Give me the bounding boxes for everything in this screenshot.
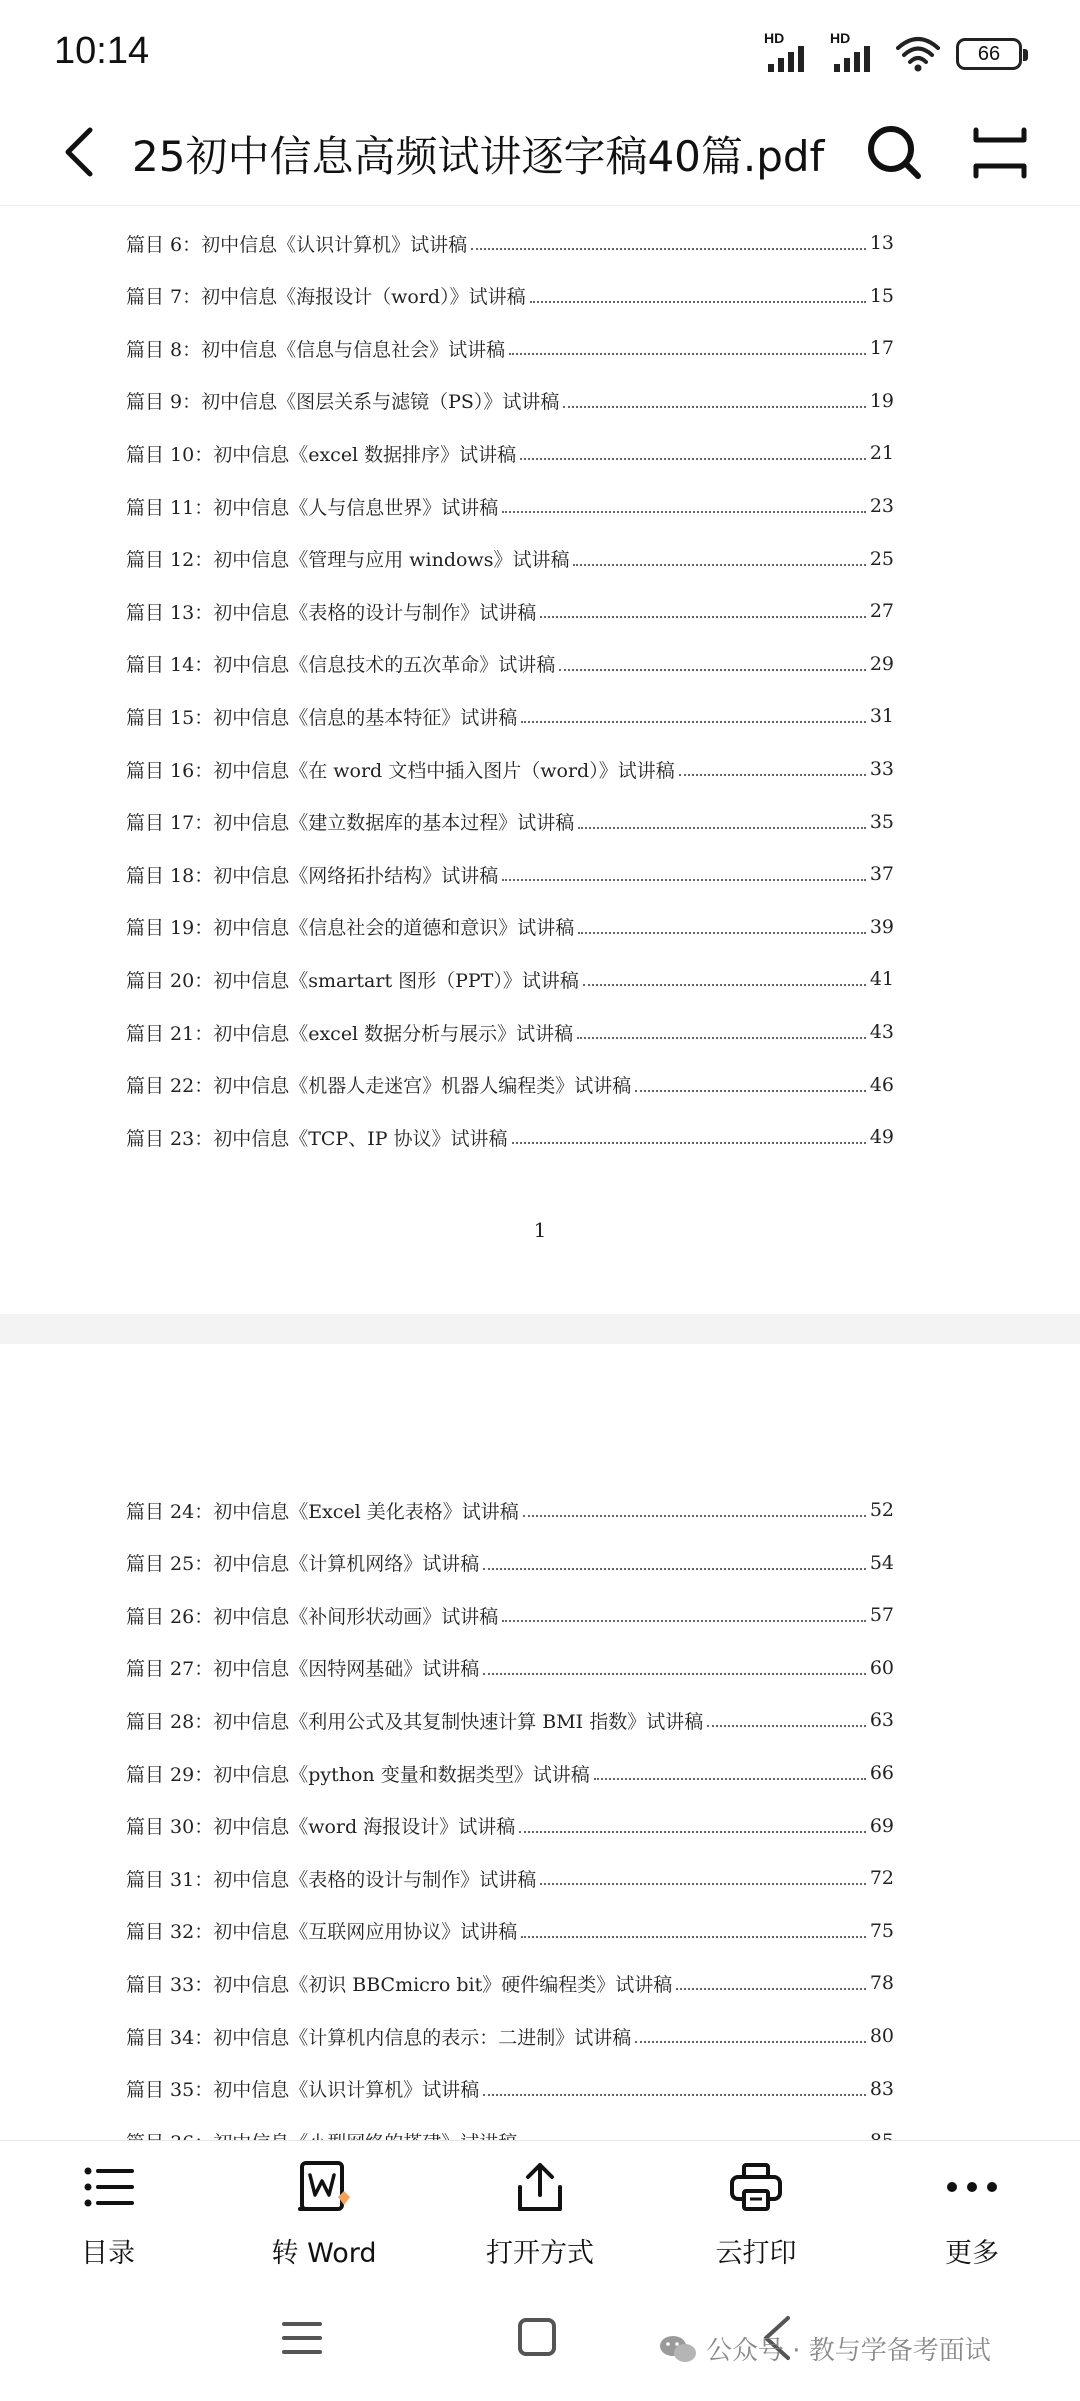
toc-leader-dots <box>519 1831 866 1833</box>
search-icon <box>862 120 926 184</box>
toc-entry-title: 篇目 13：初中信息《表格的设计与制作》试讲稿 <box>126 601 537 624</box>
toc-leader-dots <box>577 1037 866 1039</box>
toc-entry-page: 15 <box>869 284 894 307</box>
toc-leader-dots <box>679 774 866 776</box>
toc-entry-page: 54 <box>869 1551 894 1574</box>
toc-entry[interactable] <box>126 1598 894 1632</box>
toc-leader-dots <box>563 406 865 408</box>
toc-entry-title: 篇目 8：初中信息《信息与信息社会》试讲稿 <box>126 338 506 361</box>
toc-entry-page: 80 <box>869 2025 894 2047</box>
toc-entry-title: 篇目 22：初中信息《机器人走迷宫》机器人编程类》试讲稿 <box>126 1075 632 1098</box>
toc-entry[interactable] <box>126 331 894 365</box>
cellular-signal-icon <box>764 30 814 74</box>
reading-mode-icon <box>968 122 1032 184</box>
toc-entry-title: 篇目 20：初中信息《smartart 图形（PPT）》试讲稿 <box>126 969 579 992</box>
toc-entry-title: 篇目 26：初中信息《补间形状动画》试讲稿 <box>126 1605 499 1628</box>
toc-entry-title: 篇目 30：初中信息《word 海报设计》试讲稿 <box>126 1816 516 1839</box>
toc-entry-title: 篇目 17：初中信息《建立数据库的基本过程》试讲稿 <box>126 812 575 835</box>
toc-leader-dots <box>583 984 866 986</box>
convert-word-label: 转 Word <box>271 2238 377 2269</box>
printer-icon <box>728 2159 784 2215</box>
share-icon <box>512 2159 568 2215</box>
title-bar <box>0 100 1080 206</box>
watermark-text: 公众号 · 教与学备考面试 <box>706 2336 991 2366</box>
toc-entry-title: 篇目 31：初中信息《表格的设计与制作》试讲稿 <box>126 1868 537 1891</box>
home-square-icon <box>508 2310 568 2366</box>
toc-entry-title: 篇目 27：初中信息《因特网基础》试讲稿 <box>126 1658 480 1681</box>
toc-leader-dots <box>521 721 866 723</box>
toc-entry-title: 篇目 14：初中信息《信息技术的五次革命》试讲稿 <box>126 654 556 677</box>
toc-leader-dots <box>635 2041 866 2043</box>
toc-entry-page: 29 <box>869 652 894 675</box>
toc-entry-page: 75 <box>869 1919 894 1942</box>
toc-entry[interactable] <box>126 857 894 891</box>
toc-entry[interactable] <box>126 1015 894 1049</box>
toc-leader-dots <box>502 879 866 881</box>
toc-entry[interactable] <box>126 2072 894 2106</box>
toc-leader-dots <box>559 669 866 671</box>
toc-entry[interactable] <box>126 699 894 733</box>
toc-leader-dots <box>502 511 866 513</box>
toc-entry-title: 篇目 10：初中信息《excel 数据排序》试讲稿 <box>126 443 517 466</box>
toc-entry[interactable] <box>126 1546 894 1580</box>
toc-entry-title: 篇目 7：初中信息《海报设计（word）》试讲稿 <box>126 286 526 309</box>
toc-entry-page: 83 <box>869 2077 894 2100</box>
cloud-print-label: 云打印 <box>715 2238 797 2269</box>
toc-entry-page: 52 <box>869 1499 894 1521</box>
toc-leader-dots <box>520 458 866 460</box>
toc-entry-page: 33 <box>869 758 894 780</box>
back-arrow-icon <box>52 120 112 184</box>
status-icons <box>764 32 1022 76</box>
toc-entry[interactable] <box>126 1914 894 1948</box>
toc-entry[interactable] <box>126 1861 894 1895</box>
more-icon <box>944 2159 1000 2215</box>
toc-leader-dots <box>523 1515 866 1517</box>
toc-leader-dots <box>471 248 866 250</box>
toc-leader-dots <box>521 1936 866 1938</box>
toc-leader-dots <box>707 1725 866 1727</box>
toc-entry-page: 27 <box>869 600 894 623</box>
recent-apps-button[interactable] <box>272 2310 332 2366</box>
toc-entry[interactable] <box>126 489 894 523</box>
convert-word-icon <box>296 2159 352 2215</box>
wechat-icon <box>658 2333 698 2365</box>
cellular-signal-icon <box>830 30 880 74</box>
wifi-icon <box>896 36 940 72</box>
toc-entry-title: 篇目 21：初中信息《excel 数据分析与展示》试讲稿 <box>126 1022 574 1045</box>
toc-entry[interactable] <box>126 910 894 944</box>
toc-entry-title: 篇目 16：初中信息《在 word 文档中插入图片（word）》试讲稿 <box>126 759 675 782</box>
toc-leader-dots <box>483 2094 866 2096</box>
toc-entry[interactable] <box>126 1703 894 1737</box>
toc-leader-dots <box>512 1142 866 1144</box>
toc-entry-page: 66 <box>869 1762 894 1784</box>
toc-leader-dots <box>540 1883 866 1885</box>
toc-leader-dots <box>578 932 866 934</box>
toc-entry-page: 60 <box>869 1656 894 1679</box>
pdf-page-1 <box>0 206 1080 1314</box>
document-title: 25初中信息高频试讲逐字稿40篇.pdf <box>132 132 825 181</box>
toc-entry-title: 篇目 24：初中信息《Excel 美化表格》试讲稿 <box>126 1500 519 1523</box>
toc-entry[interactable] <box>126 1493 894 1527</box>
back-button[interactable] <box>52 120 112 184</box>
toc-entry-page: 37 <box>869 863 894 886</box>
search-button[interactable] <box>862 120 926 184</box>
toc-entry[interactable] <box>126 226 894 260</box>
toc-label: 目录 <box>81 2238 135 2269</box>
reading-mode-button[interactable] <box>968 122 1032 184</box>
toc-leader-dots <box>509 353 866 355</box>
toc-entry-page: 57 <box>869 1604 894 1627</box>
toc-entry-page: 46 <box>869 1073 894 1096</box>
toc-entry[interactable] <box>126 647 894 681</box>
battery-icon: 66 <box>956 38 1022 70</box>
status-bar <box>0 0 1080 100</box>
toc-leader-dots <box>578 827 866 829</box>
pdf-viewer[interactable] <box>0 206 1080 2140</box>
toc-entry-title: 篇目 9：初中信息《图层关系与滤镜（PS）》试讲稿 <box>126 391 560 414</box>
toc-entry-title: 篇目 23：初中信息《TCP、IP 协议》试讲稿 <box>126 1127 508 1150</box>
pdf-page-2 <box>0 1344 1080 2244</box>
toc-entry[interactable] <box>126 1651 894 1685</box>
toc-entry-title: 篇目 25：初中信息《计算机网络》试讲稿 <box>126 1553 480 1576</box>
toc-entry-page: 39 <box>869 915 894 938</box>
hd-label: HD <box>764 30 785 46</box>
home-button[interactable] <box>508 2310 568 2366</box>
toc-entry-page: 35 <box>869 810 894 833</box>
toc-entry-title: 篇目 34：初中信息《计算机内信息的表示：二进制》试讲稿 <box>126 2026 632 2049</box>
toc-entry-page: 25 <box>869 547 894 570</box>
toc-entry[interactable] <box>126 805 894 839</box>
toc-entry-title: 篇目 18：初中信息《网络拓扑结构》试讲稿 <box>126 864 499 887</box>
list-icon <box>80 2159 136 2215</box>
toc-entry[interactable] <box>126 1756 894 1790</box>
toc-entry-title: 篇目 28：初中信息《利用公式及其复制快速计算 BMI 指数》试讲稿 <box>126 1710 704 1733</box>
toc-leader-dots <box>502 1620 866 1622</box>
toc-entry-title: 篇目 35：初中信息《认识计算机》试讲稿 <box>126 2079 480 2102</box>
toc-entry-title: 篇目 33：初中信息《初识 BBCmicro bit》硬件编程类》试讲稿 <box>126 1973 673 1996</box>
more-button[interactable] <box>872 2141 1072 2287</box>
toc-entry[interactable] <box>126 752 894 786</box>
toc-entry[interactable] <box>126 279 894 313</box>
menu-icon <box>272 2310 332 2366</box>
toc-entry-title: 篇目 11：初中信息《人与信息世界》试讲稿 <box>126 496 499 519</box>
toc-entry-title: 篇目 19：初中信息《信息社会的道德和意识》试讲稿 <box>126 917 575 940</box>
bottom-toolbar <box>0 2140 1080 2286</box>
toc-entry-title: 篇目 12：初中信息《管理与应用 windows》试讲稿 <box>126 549 570 572</box>
toc-leader-dots <box>483 1568 866 1570</box>
hd-label: HD <box>830 30 851 46</box>
toc-entry[interactable] <box>126 1966 894 2000</box>
convert-word-button[interactable] <box>224 2141 424 2287</box>
toc-leader-dots <box>540 616 866 618</box>
toc-entry[interactable] <box>126 594 894 628</box>
toc-leader-dots <box>635 1090 866 1092</box>
toc-entry[interactable] <box>126 542 894 576</box>
open-with-button[interactable] <box>440 2141 640 2287</box>
toc-entry[interactable] <box>126 1068 894 1102</box>
toc-entry-page: 17 <box>869 337 894 360</box>
toc-entry-page: 49 <box>869 1126 894 1149</box>
toc-leader-dots <box>594 1778 866 1780</box>
toc-entry-page: 21 <box>869 442 894 465</box>
toc-leader-dots <box>573 564 865 566</box>
open-with-label: 打开方式 <box>486 2238 594 2269</box>
toc-entry[interactable] <box>126 962 894 996</box>
more-label: 更多 <box>945 2238 999 2269</box>
toc-leader-dots <box>676 1988 866 1990</box>
toc-entry-page: 19 <box>869 389 894 412</box>
toc-entry-page: 43 <box>869 1021 894 1043</box>
toc-entry-page: 63 <box>869 1709 894 1732</box>
toc-entry-page: 69 <box>869 1814 894 1837</box>
toc-entry-page: 41 <box>869 968 894 991</box>
cloud-print-button[interactable] <box>656 2141 856 2287</box>
toc-entry-page: 72 <box>869 1867 894 1890</box>
watermark <box>658 2330 991 2367</box>
toc-entry-title: 篇目 15：初中信息《信息的基本特征》试讲稿 <box>126 706 518 729</box>
toc-leader-dots <box>530 301 866 303</box>
toc-entry[interactable] <box>126 384 894 418</box>
page-number: 1 <box>533 1218 547 1242</box>
toc-entry[interactable] <box>126 436 894 470</box>
toc-entry-title: 篇目 6：初中信息《认识计算机》试讲稿 <box>126 233 468 256</box>
toc-leader-dots <box>483 1673 866 1675</box>
toc-entry-title: 篇目 29：初中信息《python 变量和数据类型》试讲稿 <box>126 1763 590 1786</box>
toc-button[interactable] <box>8 2141 208 2287</box>
toc-entry-title: 篇目 32：初中信息《互联网应用协议》试讲稿 <box>126 1921 518 1944</box>
toc-entry-page: 13 <box>869 232 894 254</box>
toc-entry-page: 23 <box>869 495 894 517</box>
toc-entry[interactable] <box>126 1120 894 1154</box>
toc-entry-page: 78 <box>869 1972 894 1995</box>
toc-entry[interactable] <box>126 2019 894 2053</box>
toc-entry[interactable] <box>126 1809 894 1843</box>
toc-entry-page: 31 <box>869 705 894 728</box>
status-time: 10:14 <box>54 30 150 72</box>
system-navigation-bar <box>0 2286 1080 2401</box>
